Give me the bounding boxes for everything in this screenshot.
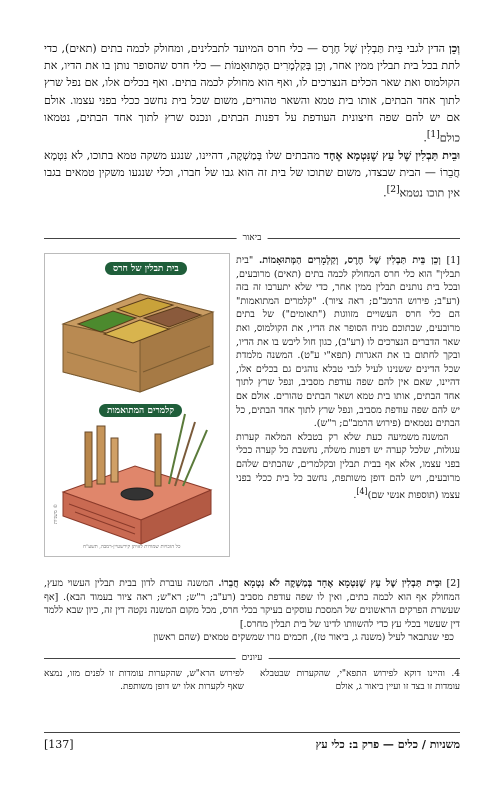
commentary-text-1b: המשנה משמיעה כעת שלא רק בטבלא המלאה קערות עגולות, שלכל קערה יש דפנות משלה, נחשבת כל קערה ככלי בפני עצמו, אלא אף בבית תבלין ובקלמרים, שהבתים שלהם מרובעים, ויש להם דופן משותפת, נחשב כל בית ככלי בפני עצמו (תוספות אנשי שם) bbox=[236, 431, 460, 502]
mishnah-paragraph-1: וְכֵן הדין לגבי בֵּית תַּבְלִין שֶׁל חֶרֶס — כלי חרס המיועד לתבלינים, ומחולק לכמה בתים (תאים), כדי לתת בכל בית תבלין ממין אחר, וְכֵן בְּקַלְמָרִים הַמְּתוּאָמוֹת — כלי חרס שהסופר נותן בו את הדיו, את הקולמוס ואת שאר הכלים הנצרכים לו, ואף הוא מחולק לכמה בתים. ואף בכלים אלו, אם נפל שרץ לתוך אחד הבתים, אותו בית טמא והשאר טהורים, משום שכל בית נחשב ככלי בפני עצמו. אולם אם יש להם שפה חיצונית העודפת על דפנות הבתים, ונכנס שרץ לתוך אחד הבתים, נטמאו כולם[1]. bbox=[44, 42, 460, 145]
commentary-text-2b: כפי שנתבאר לעיל (משנה ג, ביאור טז), חכמים גזרו שמשקים טמאים (שהם ראשון bbox=[153, 632, 454, 644]
note-ref-4[interactable]: [4] bbox=[356, 487, 368, 497]
commentary-note-2b bbox=[44, 631, 460, 645]
commentary-column bbox=[236, 254, 460, 503]
commentary-note-1b: המשנה משמיעה כעת שלא רק בטבלא המלאה קערות עגולות, שלכל קערה יש דפנות משלה, נחשבת כל קערה ככלי בפני עצמו, אלא אף בבית תבלין ובקלמרים, שהבתים שלהם מרובעים, ויש להם דופן משותפת, נחשב כל בית ככלי בפני עצמו (תוספות אנשי שם)[4]. bbox=[236, 431, 460, 502]
commentary-note-1 bbox=[236, 254, 460, 431]
mishnah-lead-2: וּבֵית תַּבְלִין שֶׁל עֵץ שֶׁנִּטְמָא אֶחָד bbox=[323, 148, 461, 162]
caption-inkstand: קלמרים המתואמות bbox=[99, 404, 182, 417]
commentary-header: ביאור bbox=[237, 232, 268, 243]
mishnah-text bbox=[44, 40, 460, 202]
commentary-full-width bbox=[44, 577, 460, 645]
commentary-divider bbox=[44, 232, 460, 244]
mishnah-text-2: מהבתים שלו בְּמַשְׁקֶה, דהיינו, שנגע משקה טמא בתוכו, לֹא נִטְמָא חֲבֵרוֹ — הבית שבצדו, משום שתוכו של בית זה הוא גבו של חברו, וכלי שנגעו משקין טמאים בגבו אין תוכו נטמא bbox=[44, 148, 460, 200]
commentary-note-2 bbox=[44, 577, 460, 631]
notes-divider bbox=[44, 652, 460, 664]
illustration-credit-vertical: © משניות bbox=[53, 503, 59, 524]
mishnah-lead-1: וְכֵן bbox=[449, 42, 460, 55]
commentary-marker-2: [2] bbox=[446, 578, 460, 589]
note-ref-1[interactable]: [1] bbox=[426, 129, 440, 141]
commentary-marker-1: [1] bbox=[446, 255, 461, 266]
commentary-lead-1: וְכֵן בֵּית תַּבְלִין שֶׁל חֶרֶס, וְקַלְמָרִים הַמְּתוּאָמוֹת. bbox=[259, 255, 441, 266]
page-number: [137] bbox=[44, 738, 74, 751]
illustration-panel bbox=[44, 253, 230, 557]
mishnah-text-1: הדין לגבי בֵּית תַּבְלִין שֶׁל חֶרֶס — כלי חרס המיועד לתבלינים, ומחולק לכמה בתים (תאים), כדי לתת בכל בית תבלין ממין אחר, וְכֵן בְּקַלְמָרִים הַמְּתוּאָמוֹת — כלי חרס שהסופר נותן בו את הדיו, את הקולמוס ואת שאר הכלים הנצרכים לו, ואף הוא מחולק לכמה בתים. ואף בכלים אלו, אם נפל שרץ לתוך אחד הבתים, אותו בית טמא והשאר טהורים, משום שכל בית נחשב ככלי בפני עצמו. אולם אם יש להם שפה חיצונית העודפת על דפנות הבתים, ונכנס שרץ לתוך אחד הבתים, נטמאו כולם bbox=[44, 42, 460, 145]
inkstand-illustration bbox=[45, 404, 229, 554]
running-title: משניות / כלים — פרק ב: כלי עץ bbox=[315, 738, 460, 751]
commentary-text-2: המשנה עוברת לדון בבית תבלין העשוי מעץ, המחולק אף הוא לכמה בתים, ואין לו שפה עודפת מסביב (רע"ב; ר"ש; רא"ש; ראה ציור בעמוד הבא). [אף שעשרת הפרקים הראשונים של המסכת עוסקים בעיקר בכלי חרס, מכל מקום המשנה נקטה דין זה, כיון שבא ללמד דין שעשוי בכלי עץ כדי להשוותו לדינו של בית תבלין מחרס.] bbox=[44, 578, 460, 630]
mishnah-block bbox=[44, 40, 460, 202]
caption-spice-box: בית תבלין של חרס bbox=[105, 262, 187, 275]
note-4-right: 4. והיינו דוקא לפירוש התפא"י, שהקערות שבטבלא עומדות זו בצד זו ועיין ביאור ג, אולם bbox=[260, 669, 460, 692]
commentary-lead-2: וּבֵית תַּבְלִין שֶׁל עֵץ שֶׁנִּטְמָא אֶחָד בְּמַשְׁקֶה לֹא נִטְמָא חֲבֵרוֹ. bbox=[218, 578, 442, 589]
running-head bbox=[44, 738, 460, 754]
footer-rule bbox=[44, 732, 460, 733]
note-ref-2[interactable]: [2] bbox=[386, 184, 400, 196]
spice-box-illustration bbox=[45, 254, 229, 404]
note-4-left: לפירוש הרא"ש, שהקערות עומדות זו לפנים מזו, נמצא שאף לקערות אלו יש דופן משותפת. bbox=[44, 669, 244, 692]
commentary-text-1: "בית תבלין" הוא כלי חרס המחולק לכמה בתים (תאים) מרובעים, ובכל בית נותנים תבלין ממין אחר, כדי שלא יתערבו זה בזה (רע"ב; פירוש הרמב"ם; ראה ציור). "קלמרים המתואמות" הם כלי חרס העשויים מזווגות ("תאומים") של בתים מרובעים, שבתוכם מניח הסופר את הדיו, את הקולמוס, ואת שאר הדברים הנצרכים לו (רע"ב), כגון חול ליבש בו את הדיו, ובקך לחתום בו את האגרות (תפא"י ע"ט). המשנה מלמדת שכל הדינים ששנינו לעיל לגבי טבלא נוהגים גם בכלים אלו, דהיינו, שאם אין להם שפה עודפת מסביב, ונפל שרץ לתוך אחד הבתים, אותו בית טמא ושאר הבתים טהורים. אולם אם יש להם שפה עודפת מסביב, ונפל שרץ לתוך אחד הבתים, כל הבתים נטמאים (פירוש הרמב"ם; ר"ש). bbox=[236, 255, 460, 430]
notes-header: עיונים bbox=[236, 652, 269, 663]
mishnah-paragraph-2: וּבֵית תַּבְלִין שֶׁל עֵץ שֶׁנִּטְמָא אֶחָד מהבתים שלו בְּמַשְׁקֶה, דהיינו, שנגע משקה טמא בתוכו, לֹא נִטְמָא חֲבֵרוֹ — הבית שבצדו, משום שתוכו של בית זה הוא גבו של חברו, וכלי שנגעו משקין טמאים בגבו אין תוכו נטמא[2]. bbox=[44, 148, 461, 200]
illustration-credit: כל הזכויות שמורות לאיתן קירשטיין-רמבה, תשע"ח bbox=[83, 544, 181, 550]
